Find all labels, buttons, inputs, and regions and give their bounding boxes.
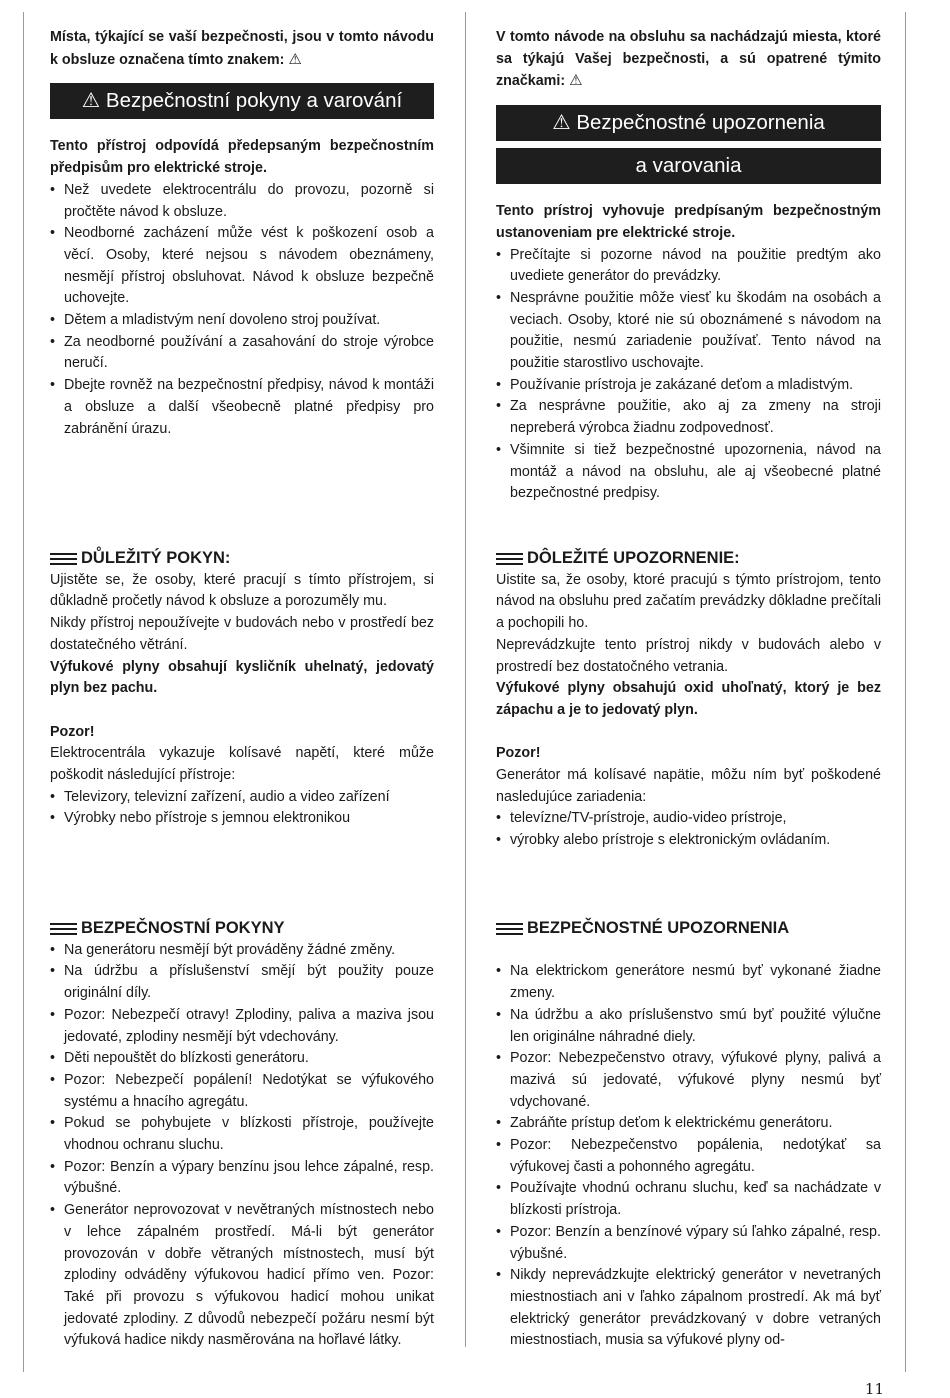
list-item: • Výrobky nebo přístroje s jemnou elektronikou — [50, 808, 434, 830]
list-item: • Pokud se pohybujete v blízkosti přístroje, používejte vhodnou ochranu sluchu. — [50, 1113, 434, 1156]
left-margin-rule — [23, 12, 24, 1372]
intro-text: V tomto návode na obsluhu sa nachádzajú miesta, ktoré sa týkajú Vašej bezpečnosti, a sú opatrené týmito značkami: ⚠ — [496, 29, 881, 90]
caution-list — [496, 808, 881, 851]
compliance-text: Tento prístroj vyhovuje predpísaným bezpečnostným ustanoveniam pre elektrické stroje. — [496, 203, 881, 241]
list-item: • Pozor: Nebezpečenstvo otravy, výfukové plyny, palivá a mazivá sú jedovaté, výfukové plyny nesmú byť vdychované. — [496, 1048, 881, 1113]
list-item: • Na údržbu a příslušenství smějí být použity pouze originální díly. — [50, 961, 434, 1004]
safety-list — [496, 245, 881, 505]
caution-heading: Pozor! — [496, 745, 541, 762]
list-item: • Děti nepouštět do blízkosti generátoru. — [50, 1048, 434, 1070]
safety-list — [50, 180, 434, 440]
list-item: • televízne/TV-prístroje, audio-video prístroje, — [496, 808, 881, 830]
list-item: • Za nesprávne použitie, ako aj za zmeny na stroji nepreberá výrobca žiadnu zodpovednosť. — [496, 396, 881, 439]
caution-heading: Pozor! — [50, 723, 95, 740]
menu-bars-icon — [496, 920, 523, 937]
list-item: • Pozor: Nebezpečenstvo popálenia, nedotýkať sa výfukovej časti a pohonného agregátu. — [496, 1135, 881, 1178]
exhaust-warning: Výfukové plyny obsahujú oxid uhoľnatý, ktorý je bez zápachu a je to jedovatý plyn. — [496, 680, 881, 718]
right-margin-rule — [905, 12, 906, 1372]
warning-icon: ⚠ — [569, 72, 583, 90]
instructions-list — [50, 940, 434, 1352]
exhaust-warning: Výfukové plyny obsahují kysličník uhelnatý, jedovatý plyn bez pachu. — [50, 658, 434, 697]
caution-text: Elektrocentrála vykazuje kolísavé napětí, které může poškodit následující přístroje: — [50, 745, 434, 784]
list-item: • Na generátoru nesmějí být prováděny žádné změny. — [50, 940, 434, 962]
list-item: • Zabráňte prístup deťom k elektrickému generátoru. — [496, 1113, 881, 1135]
menu-bars-icon — [50, 920, 77, 937]
safety-banner-line-2 — [496, 148, 881, 184]
safety-banner — [496, 105, 881, 141]
list-item: • Používajte vhodnú ochranu sluchu, keď sa nachádzate v blízkosti prístroja. — [496, 1178, 881, 1221]
intro-text: Místa, týkající se vaší bezpečnosti, jsou v tomto návodu k obsluze označena tímto znakem: ⚠ — [50, 29, 434, 68]
important-text: Nikdy přístroj nepoužívejte v budovách nebo v prostředí bez dostatečného větrání. — [50, 615, 434, 653]
list-item: • Než uvedete elektrocentrálu do provozu, pozorně si pročtěte návod k obsluze. — [50, 180, 434, 223]
caution-list — [50, 787, 434, 830]
list-item: • Všimnite si tiež bezpečnostné upozornenia, návod na montáž a návod na obsluhu, ale aj všeobecné platné bezpečnostné predpisy. — [496, 440, 881, 505]
list-item: • Používanie prístroja je zakázané deťom a mladistvým. — [496, 375, 881, 397]
list-item: • Neodborné zacházení může vést k poškození osob a věcí. Osoby, které nejsou s návodem obeznámeny, nesmějí přístroj obsluhovat. Návod k obsluze bezpečně uchovejte. — [50, 223, 434, 310]
list-item: • Na elektrickom generátore nesmú byť vykonané žiadne zmeny. — [496, 961, 881, 1004]
list-item: • Pozor: Nebezpečí popálení! Nedotýkat se výfukového systému a hnacího agregátu. — [50, 1070, 434, 1113]
safety-banner — [50, 83, 434, 119]
list-item: • Nesprávne použitie môže viesť ku škodám na osobách a veciach. Osoby, ktoré nie sú oboznámené s návodom na použitie, nesmú zariadenie používať. Tento návod na použitie starostlivo uschovajte. — [496, 288, 881, 375]
left-instructions-section — [50, 918, 434, 1352]
left-important-section — [50, 548, 434, 830]
compliance-text: Tento přístroj odpovídá předepsaným bezpečnostním předpisům pro elektrické stroje. — [50, 138, 434, 177]
right-important-section — [496, 548, 881, 852]
important-text: Neprevádzkujte tento prístroj nikdy v budovách alebo v prostredí bez dostatočného vetrania. — [496, 636, 881, 675]
warning-icon: ⚠ — [552, 111, 571, 135]
menu-bars-icon — [50, 550, 77, 567]
banner-title: Bezpečnostné upozornenia — [576, 111, 825, 135]
list-item: • Dbejte rovněž na bezpečnostní předpisy, návod k montáži a obsluze a další všeobecně platné předpisy pro zabránění úrazu. — [50, 375, 434, 440]
instructions-list — [496, 961, 881, 1352]
important-heading: DÔLEŽITÉ UPOZORNENIE: — [496, 548, 881, 570]
important-text: Ujistěte se, že osoby, které pracují s tímto přístrojem, si důkladně pročetly návod k obsluze a porozuměly mu. — [50, 571, 434, 610]
left-column — [50, 27, 434, 440]
list-item: • Dětem a mladistvým není dovoleno stroj používat. — [50, 310, 434, 332]
list-item: • Prečítajte si pozorne návod na použitie predtým ako uvediete generátor do prevádzky. — [496, 245, 881, 288]
list-item: • Pozor: Nebezpečí otravy! Zplodiny, paliva a maziva jsou jedovaté, zplodiny nesmějí být vdechovány. — [50, 1005, 434, 1048]
list-item: • Nikdy neprevádzkujte elektrický generátor v nevetraných miestnostiach ani v ľahko zápalnom prostredí. Ak má byť elektrický generátor prevádzkovaný v dobre vetraných miestnostiach, musia sa výfukové plyny od- — [496, 1265, 881, 1352]
menu-bars-icon — [496, 550, 523, 567]
list-item: • Televizory, televizní zařízení, audio a video zařízení — [50, 787, 434, 809]
right-instructions-section — [496, 918, 881, 1352]
list-item: • Pozor: Benzín a výpary benzínu jsou lehce zápalné, resp. výbušné. — [50, 1157, 434, 1200]
list-item: • Generátor neprovozovat v nevětraných místnostech nebo v lehce zápalném prostředí. Má-li být generátor provozován v dobře větraných místnostech, musí být zplodiny odváděny výfukovou hadicí přímo ven. Pozor: Také při provozu s výfukovou hadicí mohou unikat jedovaté zplodiny. Z důvodů nebezpečí požáru nesmí být výfuková hadice nikdy nasměrována na hořlavé látky. — [50, 1200, 434, 1352]
warning-icon: ⚠ — [288, 50, 302, 68]
warning-icon: ⚠ — [81, 89, 101, 113]
list-item: • Pozor: Benzín a benzínové výpary sú ľahko zápalné, resp. výbušné. — [496, 1222, 881, 1265]
caution-text: Generátor má kolísavé napätie, môžu ním byť poškodené nasledujúce zariadenia: — [496, 767, 881, 805]
instructions-heading: BEZPEČNOSTNÉ UPOZORNENIA — [496, 918, 881, 940]
page-number: 11 — [864, 1380, 884, 1398]
important-heading: DŮLEŽITÝ POKYN: — [50, 548, 434, 570]
instructions-heading: BEZPEČNOSTNÍ POKYNY — [50, 918, 434, 940]
list-item: • Za neodborné používání a zasahování do stroje výrobce neručí. — [50, 332, 434, 375]
list-item: • výrobky alebo prístroje s elektronickým ovládaním. — [496, 830, 881, 852]
banner-title: Bezpečnostní pokyny a varování — [105, 89, 403, 113]
important-text: Uistite sa, že osoby, ktoré pracujú s týmto prístrojom, tento návod na obsluhu pred začatím prevádzky dôkladne prečítali a pochopili ho. — [496, 571, 881, 632]
column-divider — [465, 12, 466, 1347]
banner-title: a varovania — [635, 154, 742, 178]
right-column — [496, 27, 881, 505]
list-item: • Na údržbu a ako príslušenstvo smú byť použité výlučne len originálne náhradné diely. — [496, 1005, 881, 1048]
